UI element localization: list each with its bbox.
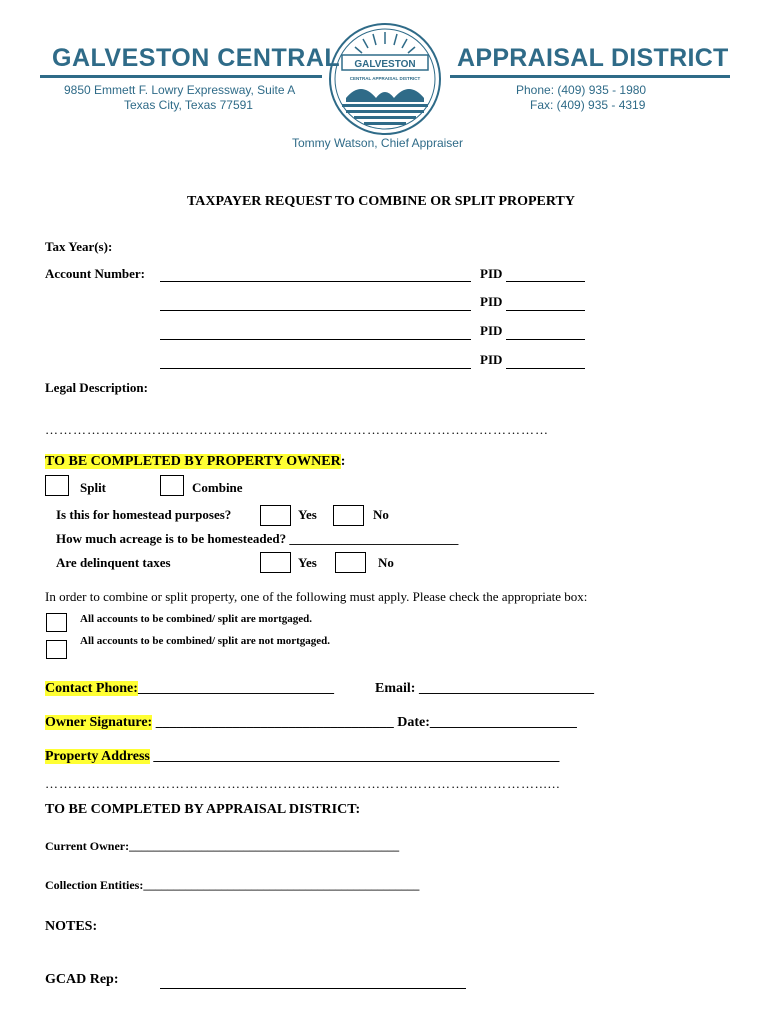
address-line2: Texas City, Texas 77591 [124,98,253,112]
gcad-rep-field[interactable] [160,988,466,989]
account-number-field-2[interactable] [160,310,471,311]
combine-label: Combine [192,480,243,495]
delinquent-yes-label: Yes [298,555,317,570]
property-address-field[interactable]: __________________________________________________________ [149,749,560,764]
combine-checkbox[interactable] [160,475,184,496]
header-rule-right [450,75,730,78]
owner-signature-date-field[interactable]: __________________________________ Date:_____________________ [152,715,577,730]
pid-field-3[interactable] [506,339,585,340]
property-address-label: Property Address [45,749,150,764]
pid-label-4: PID [480,352,503,367]
acreage-question: How much acreage is to be homesteaded? __________________________ [56,531,459,546]
district-name-left: GALVESTON CENTRAL [52,44,341,72]
owner-section-heading [45,454,345,470]
not-mortgaged-checkbox[interactable] [46,640,67,659]
phone-number: Phone: (409) 935 - 1980 [516,83,647,97]
pid-field-2[interactable] [506,310,585,311]
seal-band-text: CENTRAL APPRAISAL DISTRICT [349,76,421,81]
pid-field-4[interactable] [506,368,585,369]
homestead-no-checkbox[interactable] [333,505,364,526]
district-seal-logo [328,22,442,136]
homestead-question: Is this for homestead purposes? [56,507,232,522]
address-line1: 9850 Emmett F. Lowry Expressway, Suite A [64,83,296,97]
account-number-label: Account Number: [45,266,146,281]
email-field[interactable]: Email: _________________________ [375,681,594,696]
contact-phone-label: Contact Phone: [45,681,138,696]
seal-top-text: GALVESTON [354,59,416,70]
delinquent-no-label: No [378,555,394,570]
split-label: Split [80,480,107,495]
owner-signature-label: Owner Signature: [45,715,153,730]
notes-label: NOTES: [45,919,98,934]
mortgaged-checkbox[interactable] [46,613,67,632]
instruction-text: In order to combine or split property, one of the following must apply. Please check the appropriate box: [45,589,588,604]
header-rule-left [40,75,322,78]
owner-signature-row [45,715,577,731]
delinquent-no-checkbox[interactable] [335,552,366,573]
owner-section-text: TO BE COMPLETED BY PROPERTY OWNER [45,454,341,469]
tax-years-label: Tax Year(s): [45,239,113,254]
account-number-field-1[interactable] [160,281,471,282]
gcad-rep-label: GCAD Rep: [45,972,119,987]
legal-description-line[interactable]: ……………………………………………………………………………………………… [45,422,549,437]
delinquent-yes-checkbox[interactable] [260,552,291,573]
homestead-yes-checkbox[interactable] [260,505,291,526]
pid-label-1: PID [480,266,503,281]
separator-dotted-line: ……………………………………………………………………………………………...... [45,776,561,791]
contact-phone-row [45,681,334,697]
homestead-yes-label: Yes [298,507,317,522]
account-number-field-3[interactable] [160,339,471,340]
legal-description-label: Legal Description: [45,380,148,395]
split-checkbox[interactable] [45,475,69,496]
pid-label-3: PID [480,323,503,338]
current-owner-field[interactable]: Current Owner:_____________________________________________ [45,839,400,853]
property-address-row [45,749,559,765]
mortgaged-label: All accounts to be combined/ split are mortgaged. [80,613,313,625]
district-name-right: APPRAISAL DISTRICT [457,44,729,72]
not-mortgaged-label: All accounts to be combined/ split are not mortgaged. [80,635,331,647]
pid-field-1[interactable] [506,281,585,282]
homestead-no-label: No [373,507,389,522]
chief-appraiser: Tommy Watson, Chief Appraiser [292,136,463,150]
pid-label-2: PID [480,294,503,309]
delinquent-question: Are delinquent taxes [56,555,171,570]
contact-phone-field[interactable]: ____________________________ [137,681,334,696]
district-section-heading: TO BE COMPLETED BY APPRAISAL DISTRICT: [45,802,361,817]
account-number-field-4[interactable] [160,368,471,369]
fax-number: Fax: (409) 935 - 4319 [530,98,646,112]
collection-entities-field[interactable]: Collection Entities:______________________________________________ [45,878,420,892]
form-title: TAXPAYER REQUEST TO COMBINE OR SPLIT PROPERTY [187,194,575,209]
owner-section-colon: : [340,454,346,469]
